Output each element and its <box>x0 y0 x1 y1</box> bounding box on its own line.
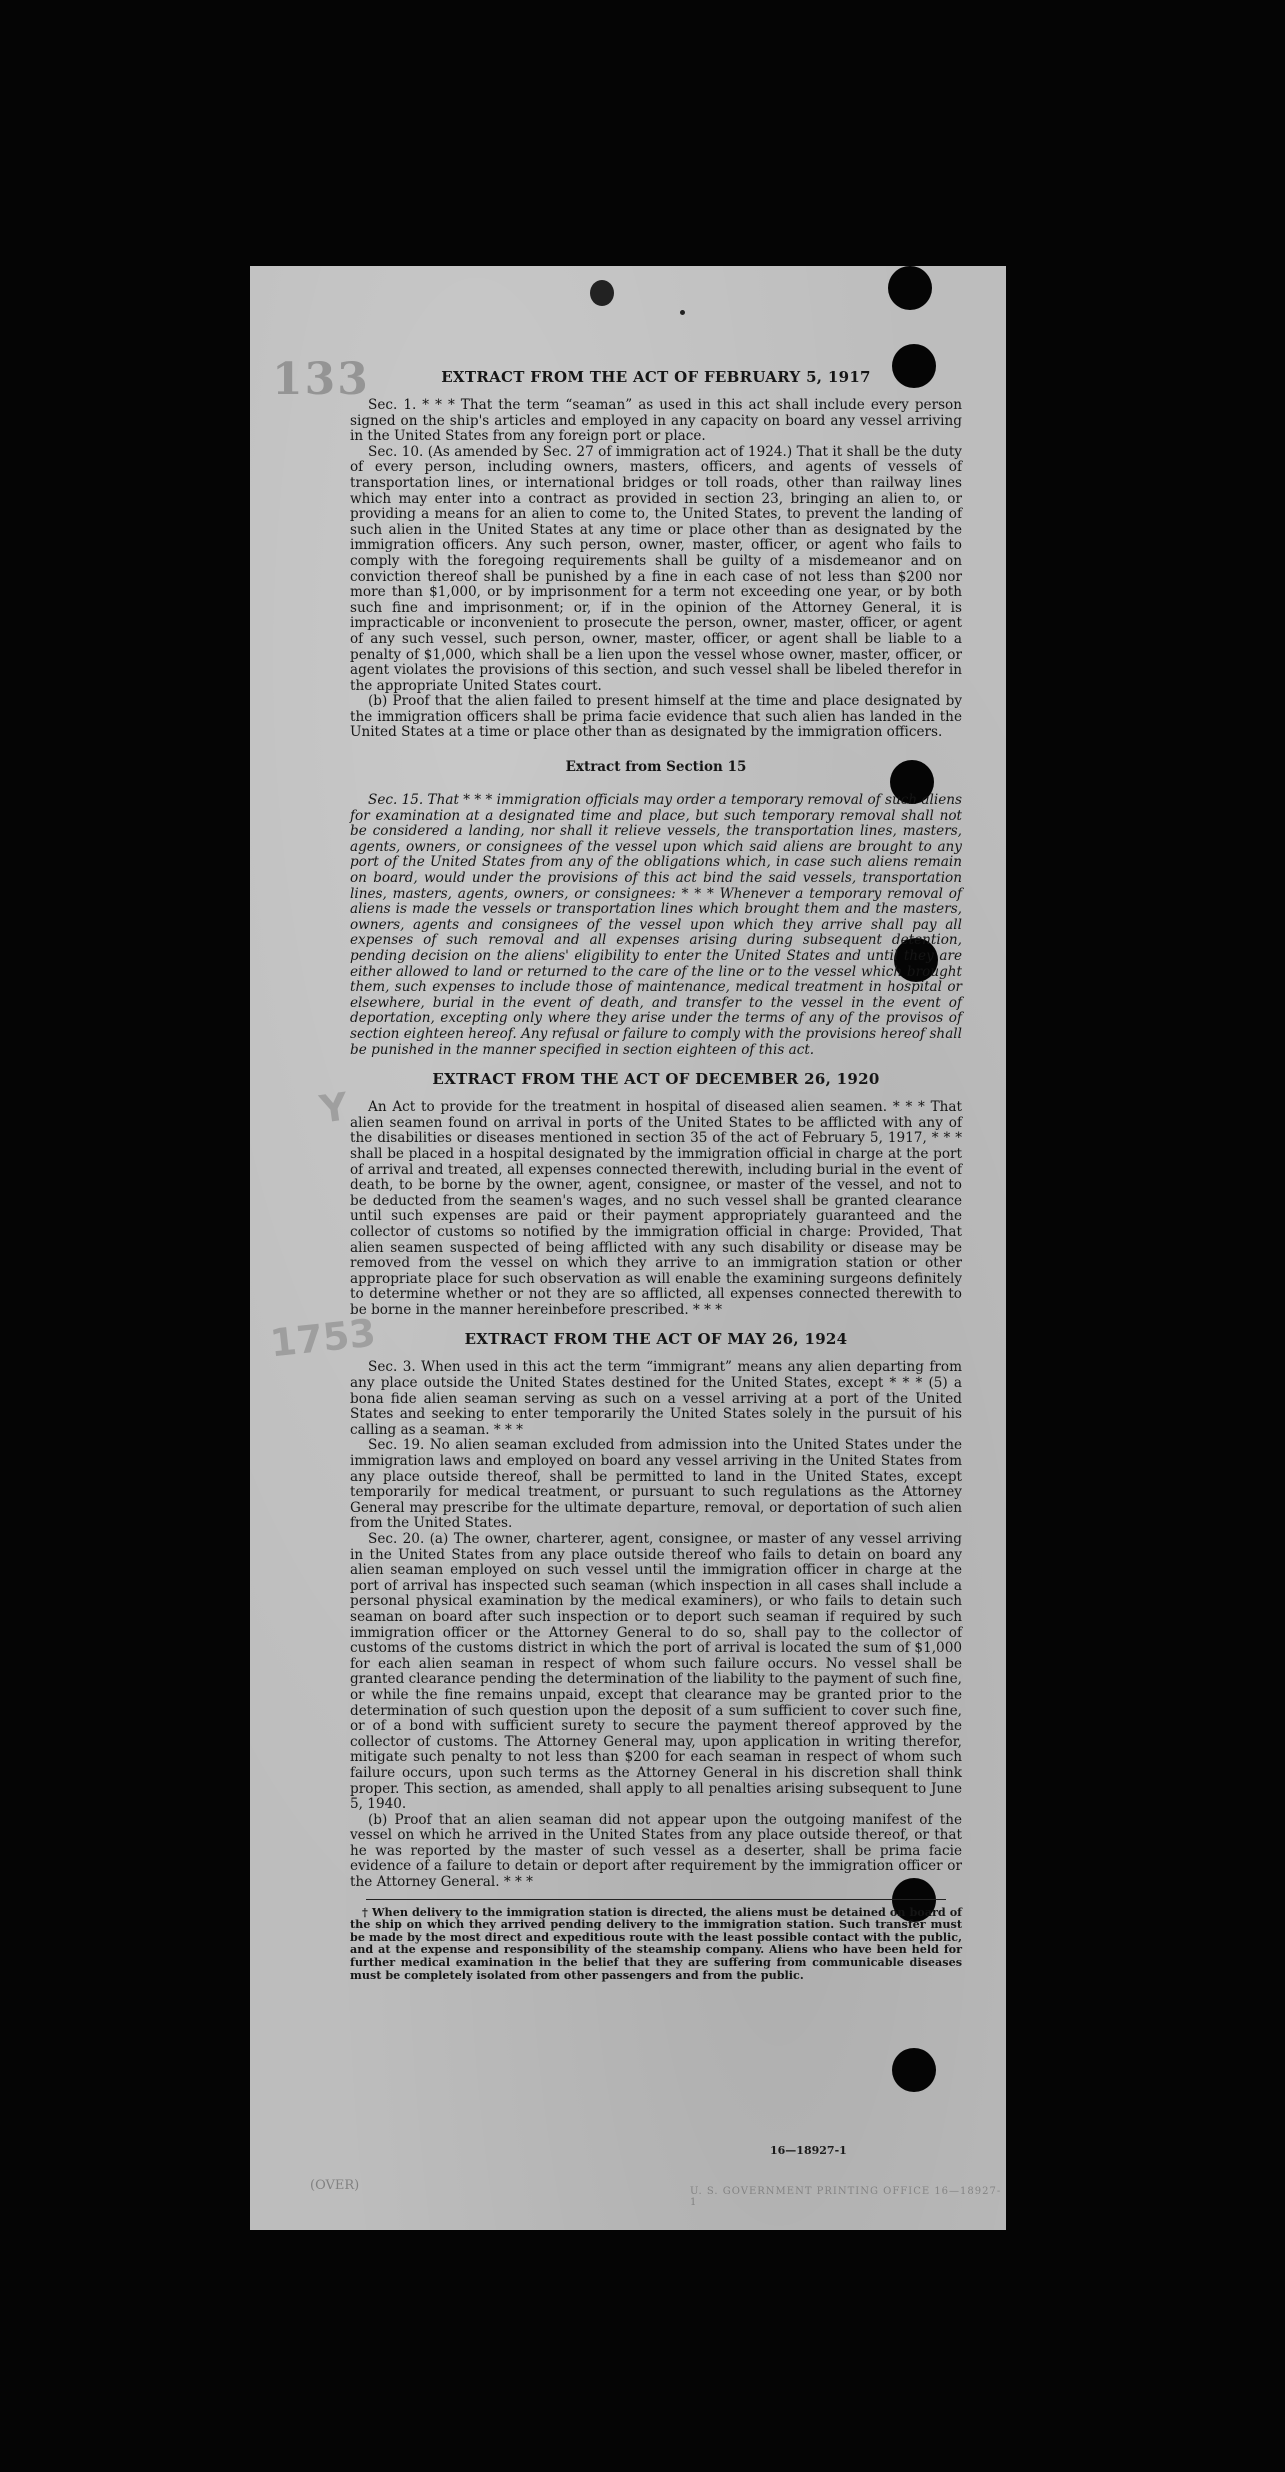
act-1920-text: An Act to provide for the treatment in hospital of diseased alien seamen. * * * That alien seamen found on arrival in ports of the United States to be afflicted with any of the disabilities or diseases mentioned in section 35 of the act of February 5, 1917, * * * shall be placed in a hospital designated by the immigration official in charge at the port of arrival and treated, all expenses connected therewith, including burial in the event of death, to be borne by the owner, agent, consignee, or master of the vessel, and not to be deducted from the seamen's wages, and no such vessel shall be granted clearance until such expenses are paid or their payment appropriately guaranteed and the collector of customs so notified by the immigration official in charge: Provided, That alien seamen suspected of being afflicted with any such disability or disease may be removed from the vessel on which they arrive to an immigration station or other appropriate place for such observation as will enable the examining surgeons definitely to determine whether or not they are so afflicted, all expenses connected therewith to be borne in the manner hereinbefore prescribed. * * * <box>350 1099 962 1318</box>
subheading-section-15: Extract from Section 15 <box>565 759 747 776</box>
section-10b: (b) Proof that the alien failed to present himself at the time and place designated by the immigration officers shall be prima facie evidence that such alien has landed in the United States at a time or place other than as designated by the immigration officers. <box>350 693 962 741</box>
handwriting-bleed: Y <box>317 1084 351 1132</box>
form-print-code: 16—18927-1 <box>770 2144 847 2157</box>
over-marker: (OVER) <box>310 2178 360 2193</box>
document-body <box>350 366 962 1981</box>
printing-office-line: U. S. GOVERNMENT PRINTING OFFICE 16—18927-1 <box>690 2186 1002 2208</box>
section-1: Sec. 1. * * * That the term “seaman” as used in this act shall include every person signed on the ship's articles and employed in any capacity on board any vessel arriving in the United States from any foreign port or place. <box>350 397 962 445</box>
section-10: Sec. 10. (As amended by Sec. 27 of immigration act of 1924.) That it shall be the duty of every person, including owners, masters, officers, and agents of vessels of transportation lines, or international bridges or toll roads, other than railway lines which may enter into a contract as provided in section 23, bringing an alien to, or providing a means for an alien to come to, the United States, to prevent the landing of such alien in the United States at any time or place other than as designated by the immigration officers. Any such person, owner, master, officer, or agent who fails to comply with the foregoing requirements shall be guilty of a misdemeanor and on conviction thereof shall be punished by a fine in each case of not less than $200 nor more than $1,000, or by imprisonment for a term not exceeding one year, or by both such fine and imprisonment; or, if in the opinion of the Attorney General, it is impracticable or inconvenient to prosecute the person, owner, master, officer, or agent of any such vessel, such person, owner, master, officer, or agent shall be liable to a penalty of $1,000, which shall be a lien upon the vessel whose owner, master, officer, or agent violates the provisions of this section, and such vessel shall be libeled therefor in the appropriate United States court. <box>350 443 962 694</box>
heading-act-1924: EXTRACT FROM THE ACT OF MAY 26, 1924 <box>464 1330 848 1349</box>
footnote: † When delivery to the immigration station is directed, the aliens must be detained on board of the ship on which they arrived pending delivery to the immigration station. Such transfer must be made by the most direct and expeditious route with the least possible contact with the public, and at the expense and responsibility of the steamship company. Aliens who have been held for further medical examination in the belief that they are suffering from communicable diseases must be completely isolated from other passengers and from the public. <box>350 1904 962 1982</box>
section-20a: Sec. 20. (a) The owner, charterer, agent, consignee, or master of any vessel arriving in the United States from any place outside thereof who fails to detain on board any alien seaman employed on such vessel until the immigration officer in charge at the port of arrival has inspected such seaman (which inspection in all cases shall include a personal physical examination by the medical examiners), or who fails to detain such seaman on board after such inspection or to deport such seaman if required by such immigration officer or the Attorney General to do so, shall pay to the collector of customs of the customs district in which the port of arrival is located the sum of $1,000 for each alien seaman in respect of whom such failure occurs. No vessel shall be granted clearance pending the determination of the liability to the payment of such fine, or while the fine remains unpaid, except that clearance may be granted prior to the determination of such question upon the deposit of a sum sufficient to cover such fine, or of a bond with sufficient surety to secure the payment thereof approved by the collector of customs. The Attorney General may, upon application in writing therefor, mitigate such penalty to not less than $200 for each seaman in respect of whom such failure occurs, upon such terms as the Attorney General in his discretion shall think proper. This section, as amended, shall apply to all penalties arising subsequent to June 5, 1940. <box>350 1531 962 1813</box>
footnote-divider <box>366 1899 946 1900</box>
section-3: Sec. 3. When used in this act the term “immigrant” means any alien departing from any place outside the United States destined for the United States, except * * * (5) a bona fide alien seaman serving as such on a vessel arriving at a port of the United States and seeking to enter temporarily the United States solely in the pursuit of his calling as a seaman. * * * <box>350 1359 962 1438</box>
stamp-number: 133 <box>272 354 370 405</box>
heading-act-1917: EXTRACT FROM THE ACT OF FEBRUARY 5, 1917 <box>441 368 871 386</box>
document-sheet <box>250 266 1006 2230</box>
section-19: Sec. 19. No alien seaman excluded from admission into the United States under the immigration laws and employed on board any vessel arriving in the United States from any place outside thereof, shall be permitted to land in the United States, except temporarily for medical treatment, or pursuant to such regulations as the Attorney General may prescribe for the ultimate departure, removal, or deportation of such alien from the United States. <box>350 1437 962 1532</box>
punch-hole <box>888 266 932 310</box>
heading-act-1920: EXTRACT FROM THE ACT OF DECEMBER 26, 1920 <box>432 1070 880 1089</box>
section-20b: (b) Proof that an alien seaman did not appear upon the outgoing manifest of the vessel on which he arrived in the United States from any place outside thereof, or that he was reported by the master of such vessel as a deserter, shall be prima facie evidence of a failure to detain or deport after requirement by the immigration officer or the Attorney General. * * * <box>350 1811 962 1891</box>
ink-speck <box>590 280 614 306</box>
handwriting-bleed: 1753 <box>267 1310 378 1366</box>
punch-hole <box>892 2048 936 2092</box>
ink-speck <box>680 310 685 315</box>
section-15: Sec. 15. That * * * immigration officials may order a temporary removal of such aliens for examination at a designated time and place, but such temporary removal shall not be considered a landing, nor shall it relieve vessels, the transportation lines, masters, agents, owners, or consignees of the vessel upon which said aliens are brought to any port of the United States from any of the obligations which, in case such aliens remain on board, would under the provisions of this act bind the said vessels, transportation lines, masters, agents, owners, or consignees: * * * Whenever a temporary removal of aliens is made the vessels or transportation lines which brought them and the masters, owners, agents and consignees of the vessel upon which they arrive shall pay all expenses of such removal and all expenses arising during subsequent detention, pending decision on the aliens' eligibility to enter the United States and until they are either allowed to land or returned to the care of the line or to the vessel which brought them, such expenses to include those of maintenance, medical treatment in hospital or elsewhere, burial in the event of death, and transfer to the vessel in the event of deportation, excepting only where they arise under the terms of any of the provisos of section eighteen hereof. Any refusal or failure to comply with the provisions hereof shall be punished in the manner specified in section eighteen of this act. <box>350 792 962 1058</box>
